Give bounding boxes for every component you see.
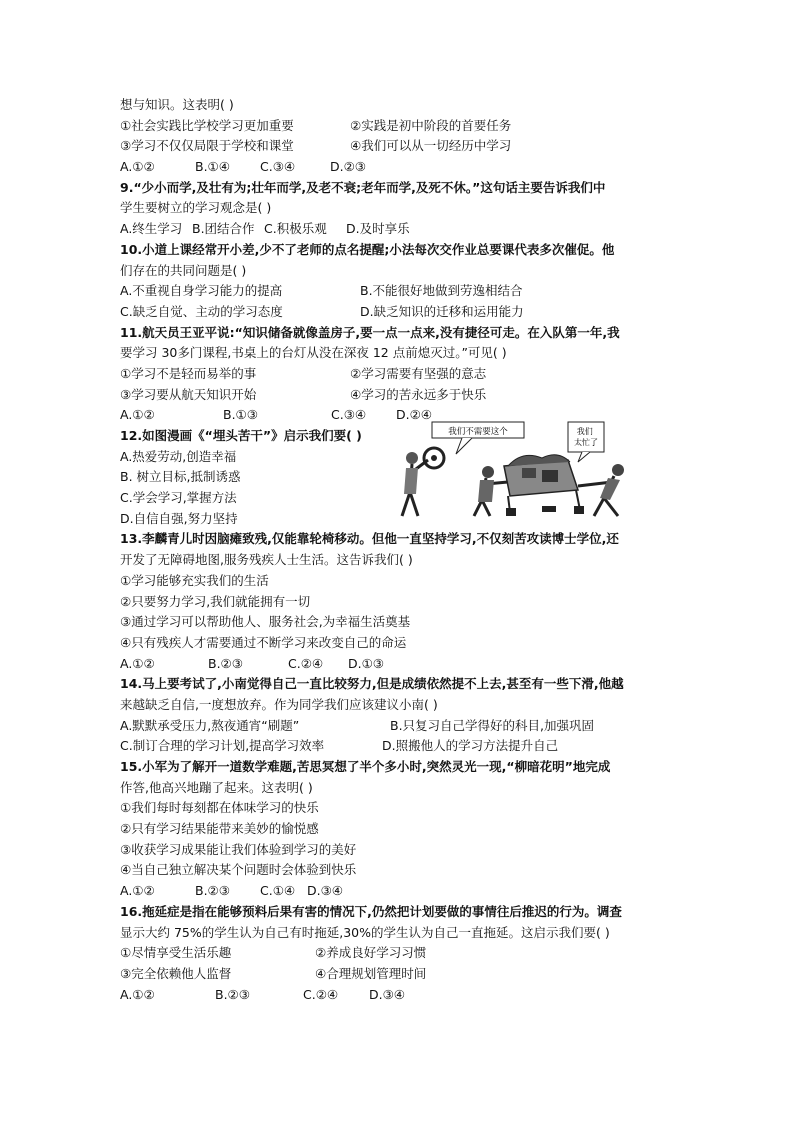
question-stem: 13.李麟青儿时因脑瘫致残,仅能靠轮椅移动。但他一直坚持学习,不仅刻苦攻读博士学位,还: [120, 531, 619, 547]
option-cell: A.不重视自身学习能力的提高: [120, 283, 283, 299]
text-line: 来越缺乏自信,一度想放弃。作为同学我们应该建议小南( ): [120, 696, 438, 712]
question-stem: 14.马上要考试了,小南觉得自己一直比较努力,但是成绩依然提不上去,甚至有一些下滑,他越: [120, 676, 624, 692]
text-line: ②只有学习结果能带来美妙的愉悦感: [120, 821, 319, 837]
question-12-option-d: D.自信自强,努力坚持: [120, 510, 238, 526]
question-12-option-c: C.学会学习,掌握方法: [120, 490, 237, 506]
exam-page: [120, 95, 680, 1005]
option-cell: D.③④: [307, 883, 344, 899]
text-line: 作答,他高兴地蹦了起来。这表明( ): [120, 779, 313, 795]
option-cell: C.②④: [303, 986, 339, 1002]
question-stem: 10.小道上课经常开小差,少不了老师的点名提醒;小法每次交作业总要课代表多次催促。他: [120, 241, 615, 257]
option-row: [120, 736, 680, 757]
option-cell: A.①②: [120, 159, 155, 175]
option-cell: A.终生学习: [120, 221, 183, 237]
text-line: 要学习 30多门课程,书桌上的台灯从没在深夜 12 点前熄灭过。”可见( ): [120, 345, 507, 361]
text-line: 显示大约 75%的学生认为自己有时拖延,30%的学生认为自己一直拖延。这启示我们要( ): [120, 924, 610, 940]
option-row: [120, 943, 680, 964]
questions-block-a: [120, 95, 680, 426]
option-cell: B.②③: [215, 986, 250, 1002]
option-row: [120, 302, 680, 323]
option-cell: ①社会实践比学校学习更加重要: [120, 117, 294, 133]
question-stem: 16.拖延症是指在能够预料后果有害的情况下,仍然把计划要做的事情往后推迟的行为。调查: [120, 903, 622, 919]
question-12-stem: 12.如图漫画《“埋头苦干”》启示我们要( ): [120, 428, 362, 443]
text-line: 学生要树立的学习观念是( ): [120, 200, 272, 216]
option-cell: C.②④: [288, 655, 324, 671]
option-cell: D.②③: [330, 159, 367, 175]
option-cell: B.①③: [223, 407, 258, 423]
text-line: ④当自己独立解决某个问题时会体验到快乐: [120, 862, 357, 878]
option-cell: D.缺乏知识的迁移和运用能力: [360, 303, 524, 319]
option-cell: ④我们可以从一切经历中学习: [350, 138, 512, 154]
cartoon-illustration: [382, 420, 652, 522]
option-row: [120, 385, 680, 406]
option-row: [120, 157, 680, 178]
option-cell: C.积极乐观: [264, 221, 327, 237]
option-cell: A.①②: [120, 407, 155, 423]
option-row: [120, 116, 680, 137]
option-row: [120, 964, 680, 985]
option-row: [120, 881, 680, 902]
question-12: [120, 426, 680, 529]
option-cell: B.团结合作: [192, 221, 255, 237]
option-cell: ③完全依赖他人监督: [120, 965, 232, 981]
option-cell: B.②③: [208, 655, 243, 671]
option-cell: ②实践是初中阶段的首要任务: [350, 117, 512, 133]
option-row: [120, 364, 680, 385]
option-row: [120, 219, 680, 240]
bubble-right-text: 我们 太忙了: [574, 427, 598, 447]
option-cell: ④合理规划管理时间: [315, 965, 427, 981]
option-cell: C.制订合理的学习计划,提高学习效率: [120, 738, 325, 754]
question-12-option-b: B. 树立目标,抵制诱惑: [120, 469, 241, 485]
option-cell: D.照搬他人的学习方法提升自己: [382, 738, 559, 754]
option-cell: D.②④: [396, 407, 433, 423]
option-cell: B.不能很好地做到劳逸相结合: [360, 283, 523, 299]
text-line: ④只有残疾人才需要通过不断学习来改变自己的命运: [120, 634, 407, 650]
option-cell: ②养成良好学习习惯: [315, 945, 427, 961]
question-stem: 9.“少小而学,及壮有为;壮年而学,及老不衰;老年而学,及死不休。”这句话主要告诉我们中: [120, 179, 606, 195]
text-line: ③通过学习可以帮助他人、服务社会,为幸福生活奠基: [120, 614, 411, 630]
option-cell: ①学习不是轻而易举的事: [120, 365, 257, 381]
option-cell: A.①②: [120, 883, 155, 899]
option-cell: C.③④: [260, 159, 296, 175]
option-row: [120, 281, 680, 302]
option-cell: C.缺乏自觉、主动的学习态度: [120, 303, 283, 319]
text-line: 们存在的共同问题是( ): [120, 262, 247, 278]
option-cell: A.默默承受压力,熬夜通宵“刷题”: [120, 717, 300, 733]
option-row: [120, 716, 680, 737]
option-cell: ④学习的苦永远多于快乐: [350, 386, 487, 402]
question-stem: 11.航天员王亚平说:“知识储备就像盖房子,要一点一点来,没有捷径可走。在入队第一年,我: [120, 324, 620, 340]
text-line: ①学习能够充实我们的生活: [120, 572, 269, 588]
option-cell: B.①④: [195, 159, 230, 175]
text-line: 想与知识。这表明( ): [120, 97, 234, 112]
option-cell: C.③④: [331, 407, 367, 423]
option-row: [120, 985, 680, 1006]
option-cell: B.②③: [195, 883, 230, 899]
option-cell: C.①④: [260, 883, 296, 899]
option-cell: ①尽情享受生活乐趣: [120, 945, 232, 961]
question-stem: 15.小军为了解开一道数学难题,苦思冥想了半个多小时,突然灵光一现,“柳暗花明”地完成: [120, 759, 611, 774]
option-cell: D.③④: [369, 986, 406, 1002]
bubble-left-text: 我们不需要这个: [448, 427, 508, 437]
option-row: [120, 654, 680, 675]
text-line: 开发了无障碍地图,服务残疾人士生活。这告诉我们( ): [120, 552, 413, 568]
question-12-option-a: A.热爱劳动,创造幸福: [120, 448, 237, 464]
text-line: ②只要努力学习,我们就能拥有一切: [120, 593, 311, 609]
text-line: ③收获学习成果能让我们体验到学习的美好: [120, 841, 357, 857]
option-cell: ③学习要从航天知识开始: [120, 386, 257, 402]
option-cell: D.及时享乐: [346, 221, 410, 237]
option-cell: ②学习需要有坚强的意志: [350, 365, 487, 381]
option-row: [120, 136, 680, 157]
option-cell: ③学习不仅仅局限于学校和课堂: [120, 138, 294, 154]
option-cell: A.①②: [120, 986, 155, 1002]
text-line: ①我们每时每刻都在体味学习的快乐: [120, 800, 319, 816]
questions-block-b: [120, 529, 680, 1005]
option-cell: A.①②: [120, 655, 155, 671]
option-cell: B.只复习自己学得好的科目,加强巩固: [390, 717, 595, 733]
option-cell: D.①③: [348, 655, 385, 671]
